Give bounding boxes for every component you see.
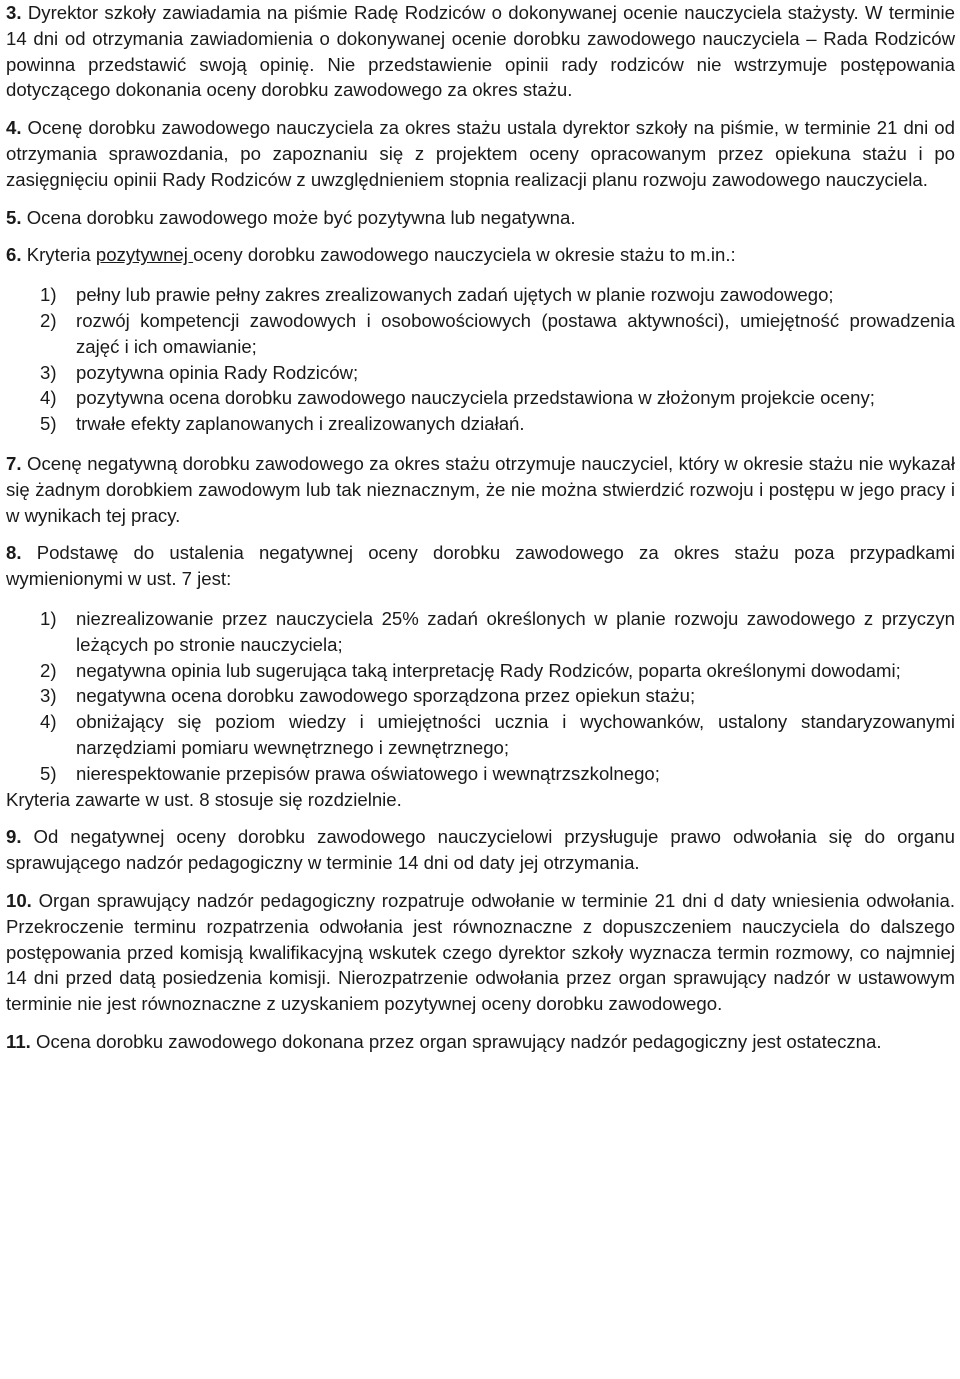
list-item-text: obniżający się poziom wiedzy i umiejętności ucznia i wychowanków, ustalony standaryzowanymi narzędziami pomiaru wewnętrznego i zewnętrznego; [76,711,955,758]
list-item-text: nierespektowanie przepisów prawa oświatowego i wewnątrzszkolnego; [76,762,660,784]
list-item [6,282,955,308]
list-item [6,411,955,437]
paragraph-number: 4. [6,117,22,139]
list-item [6,658,955,684]
list-item [6,683,955,709]
list-item-text: rozwój kompetencji zawodowych i osobowościowych (postawa aktywności), umiejętność prowadzenia zajęć i ich omawianie; [76,309,955,357]
list-item-text: negatywna opinia lub sugerująca taką interpretację Rady Rodziców, poparta określonymi dowodami; [76,659,901,681]
list-item-text: negatywna ocena dorobku zawodowego sporządzona przez opiekun stażu; [76,685,696,707]
underlined-word: pozytywnej [95,244,194,266]
paragraph-6 [6,242,955,268]
paragraph-text: oceny dorobku zawodowego nauczyciela w okresie stażu to m.in.: [193,244,736,266]
paragraph-number: 11. [6,1030,31,1052]
list-item-text: trwałe efekty zaplanowanych i zrealizowanych działań. [76,413,525,435]
paragraph-number: 6. [6,244,22,266]
paragraph-text: Ocena dorobku zawodowego dokonana przez organ sprawujący nadzór pedagogiczny jest ostateczna. [36,1030,882,1052]
list-item [6,385,955,411]
list-item [6,709,955,761]
paragraph-4 [6,115,955,192]
paragraph-text: Podstawę do ustalenia negatywnej oceny dorobku zawodowego za okres stażu poza przypadkami wymienionymi w ust. 7 jest: [6,542,955,590]
paragraph-text: Ocenę dorobku zawodowego nauczyciela za okres stażu ustala dyrektor szkoły na piśmie, w terminie 21 dni od otrzymania sprawozdania, po zapoznaniu się z projektem oceny opracowanym przez opiekuna stażu i po zasięgnięciu opinii Rady Rodziców z uwzględnieniem stopnia realizacji planu rozwoju zawodowego nauczyciela. [6,117,955,190]
paragraph-text: Od negatywnej oceny dorobku zawodowego nauczycielowi przysługuje prawo odwołania się do organu sprawującego nadzór pedagogiczny w terminie 14 dni od daty jej otrzymania. [6,826,955,874]
paragraph-number: 3. [6,2,22,23]
paragraph-9 [6,824,955,876]
paragraph-number: 9. [6,826,22,848]
list-marker: 2) [40,659,57,681]
list-marker: 3) [40,361,57,383]
paragraph-text: Dyrektor szkoły zawiadamia na piśmie Radę Rodziców o dokonywanej ocenie nauczyciela stażysty. W terminie 14 dni od otrzymania zawiadomienia o dokonywanej ocenie dorobku zawodowego nauczyciela – Rada Rodziców powinna przedstawić swoją opinię. Nie przedstawienie opinii rady rodziców nie wstrzymuje postępowania dotyczącego dokonania oceny dorobku zawodowego za okres stażu. [6,2,955,101]
list-marker: 4) [40,387,57,409]
list-item-text: niezrealizowanie przez nauczyciela 25% zadań określonych w planie rozwoju zawodowego z przyczyn leżących po stronie nauczyciela; [76,607,955,655]
paragraph-text: Kryteria [26,244,96,266]
list-marker: 5) [40,413,57,435]
paragraph-3 [6,0,955,103]
paragraph-8-note: Kryteria zawarte w ust. 8 stosuje się rozdzielnie. [6,788,402,810]
paragraph-number: 8. [6,542,22,564]
list-item [6,761,955,787]
paragraph-text: Ocenę negatywną dorobku zawodowego za okres stażu otrzymuje nauczyciel, który w okresie stażu nie wykazał się żadnym dorobkiem zawodowym lub tak nieznacznym, że nie można stwierdzić rozwoju i postępu w jego pracy i w wynikach tej pracy. [6,452,955,526]
list-item-text: pełny lub prawie pełny zakres zrealizowanych zadań ujętych w planie rozwoju zawodowego; [76,284,834,306]
paragraph-number: 5. [6,206,22,228]
paragraph-number: 10. [6,889,32,911]
paragraph-text: Organ sprawujący nadzór pedagogiczny rozpatruje odwołanie w terminie 21 dni d daty wniesienia odwołania. Przekroczenie terminu rozpatrzenia odwołania jest równoznaczne z dopuszczeniem nauczyciela do dalszego postępowania przed komisją kwalifikacyjną wskutek czego dyrektor szkoły wyznacza termin rozmowy, co najmniej 14 dni przed datą posiedzenia komisji. Nierozpatrzenie odwołania przez organ sprawujący nadzór w ustawowym terminie nie jest równoznaczne z uzyskaniem pozytywnej oceny dorobku zawodowego. [6,889,955,1015]
list-marker: 5) [40,762,57,784]
paragraph-number: 7. [6,452,22,474]
criteria-negative-list [6,606,955,787]
list-item [6,606,955,658]
list-item-text: pozytywna opinia Rady Rodziców; [76,361,359,383]
list-item [6,308,955,360]
paragraph-8 [6,540,955,592]
list-marker: 2) [40,309,57,331]
paragraph-11 [6,1029,955,1055]
list-marker: 1) [40,607,57,629]
paragraph-5 [6,205,955,231]
list-item [6,360,955,386]
paragraph-7 [6,451,955,528]
list-marker: 3) [40,685,57,707]
criteria-positive-list [6,282,955,437]
list-marker: 1) [40,284,57,306]
list-marker: 4) [40,711,57,733]
list-item-text: pozytywna ocena dorobku zawodowego nauczyciela przedstawiona w złożonym projekcie oceny; [76,387,875,409]
paragraph-10 [6,888,955,1017]
paragraph-text: Ocena dorobku zawodowego może być pozytywna lub negatywna. [26,206,576,228]
